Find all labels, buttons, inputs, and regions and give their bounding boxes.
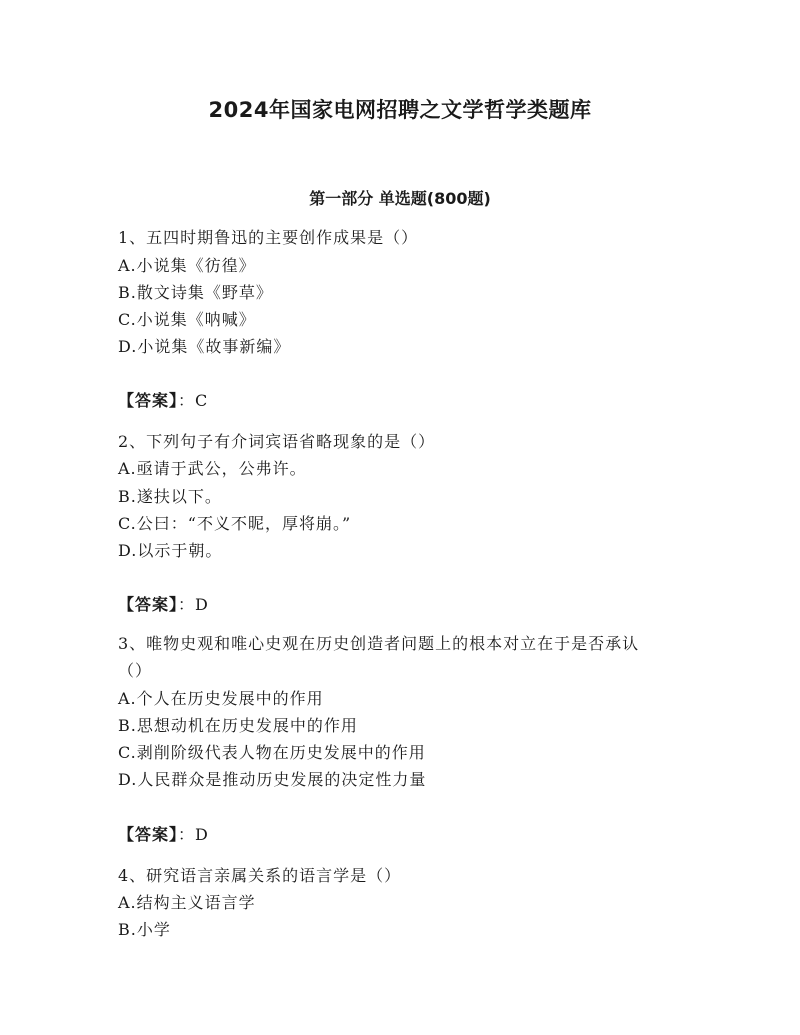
question-2-option-a: A.亟请于武公，公弗许。: [118, 459, 307, 478]
question-1-option-b: B.散文诗集《野草》: [118, 283, 273, 302]
question-3-option-d: D.人民群众是推动历史发展的决定性力量: [118, 770, 427, 789]
answer-label: 【答案】: [118, 391, 179, 410]
question-3-stem-continued: （）: [118, 661, 153, 680]
answer-label: 【答案】: [118, 825, 179, 844]
answer-value: ：C: [178, 391, 209, 410]
question-3-option-b: B.思想动机在历史发展中的作用: [118, 716, 358, 735]
question-2-option-c: C.公曰：“不义不昵，厚将崩。”: [118, 514, 352, 533]
question-2-option-b: B.遂扶以下。: [118, 487, 222, 506]
question-1-option-d: D.小说集《故事新编》: [118, 337, 291, 356]
question-1-stem: 1、五四时期鲁迅的主要创作成果是（）: [118, 228, 419, 247]
answer-value: ：D: [178, 825, 209, 844]
question-4-option-b: B.小学: [118, 920, 171, 939]
question-4-stem: 4、研究语言亲属关系的语言学是（）: [118, 866, 402, 885]
answer-label: 【答案】: [118, 595, 179, 614]
section-heading: 第一部分 单选题(800题): [309, 189, 491, 208]
question-1-option-c: C.小说集《呐喊》: [118, 310, 256, 329]
question-3-answer: [118, 825, 209, 845]
question-3-option-a: A.个人在历史发展中的作用: [118, 689, 324, 708]
question-1-answer: [118, 391, 208, 411]
document-title: 2024年国家电网招聘之文学哲学类题库: [208, 98, 592, 122]
answer-value: ：D: [178, 595, 209, 614]
question-4-option-a: A.结构主义语言学: [118, 893, 256, 912]
question-3-option-c: C.剥削阶级代表人物在历史发展中的作用: [118, 743, 426, 762]
question-3-stem: 3、唯物史观和唯心史观在历史创造者问题上的根本对立在于是否承认: [118, 634, 640, 653]
question-2-answer: [118, 595, 209, 615]
question-1-option-a: A.小说集《彷徨》: [118, 256, 256, 275]
question-2-option-d: D.以示于朝。: [118, 541, 223, 560]
question-2-stem: 2、下列句子有介词宾语省略现象的是（）: [118, 432, 436, 451]
